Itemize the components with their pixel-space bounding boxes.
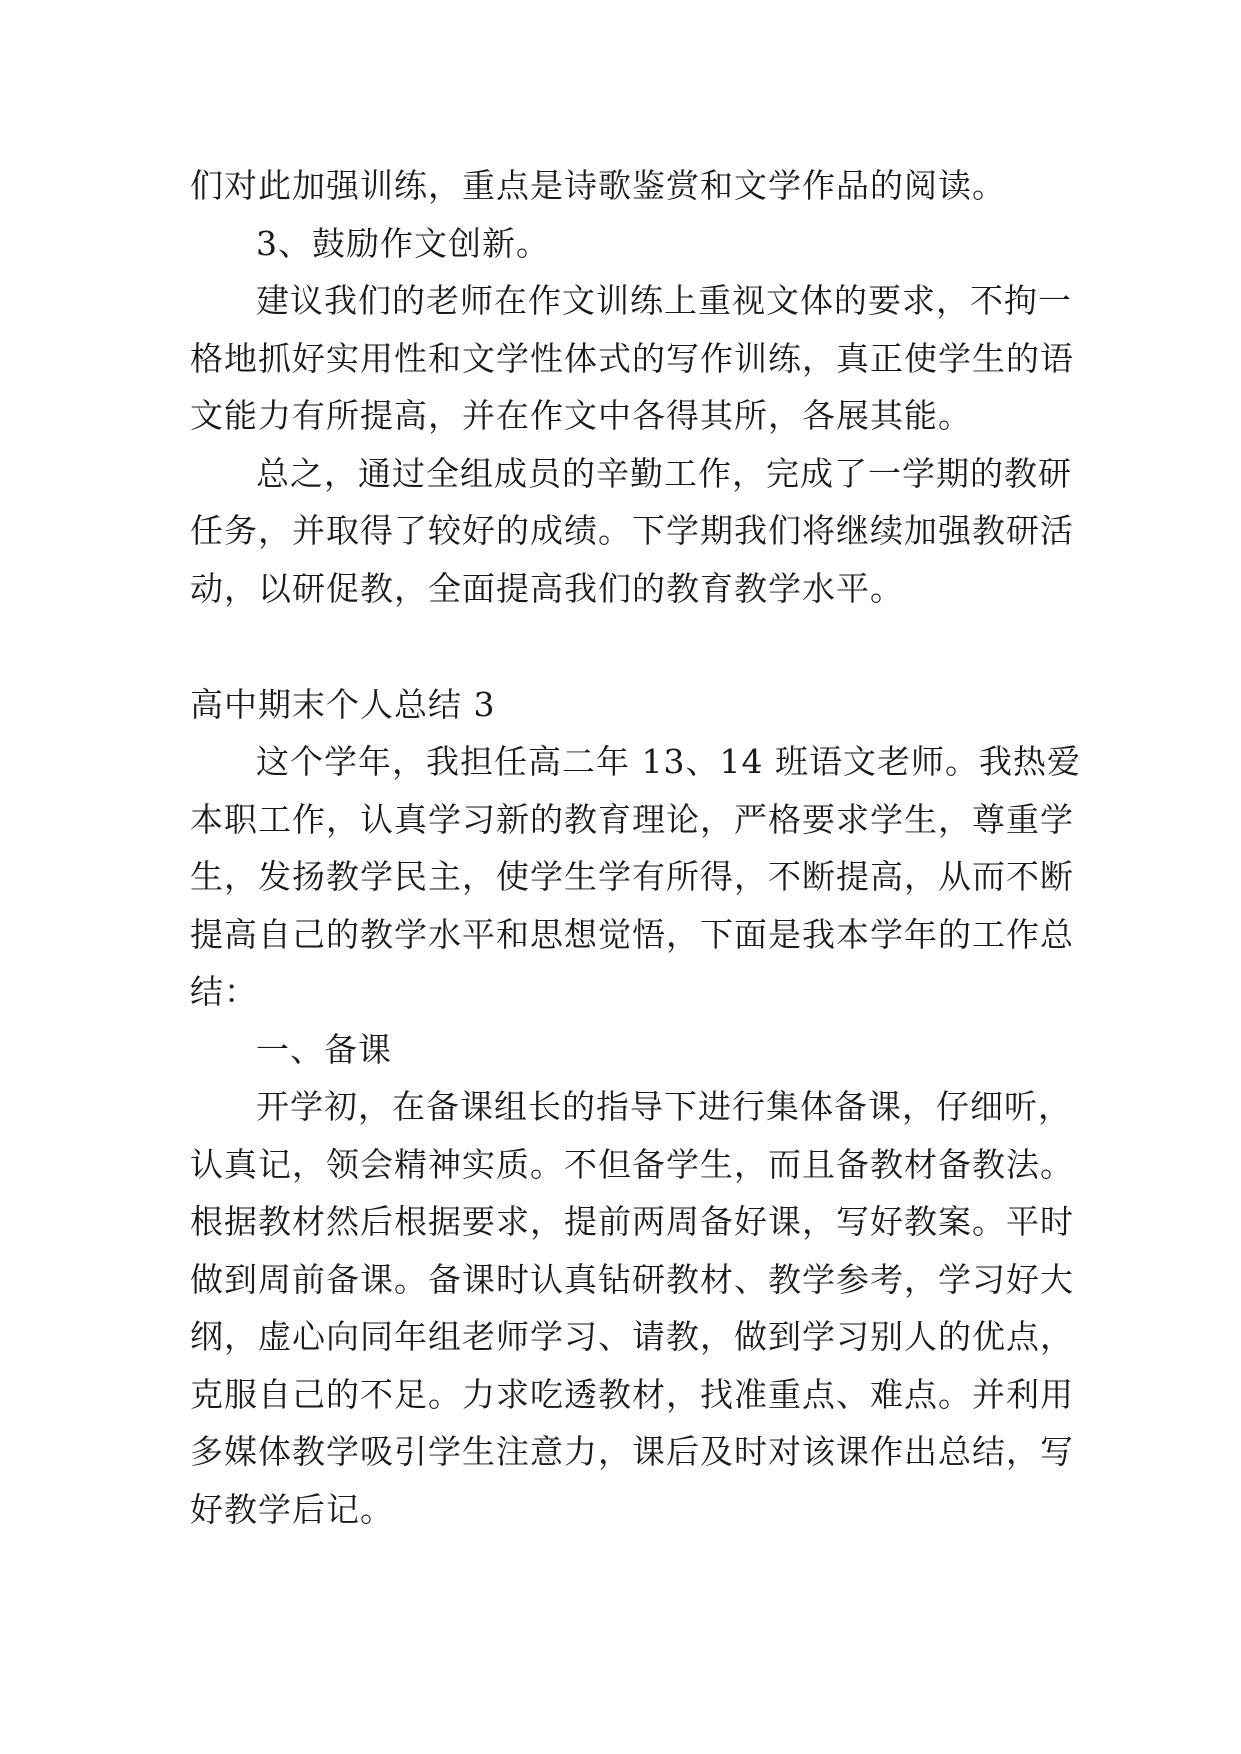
text-line: 们对此加强训练，重点是诗歌鉴赏和文学作品的阅读。 — [190, 166, 1006, 205]
text-line: 结： — [190, 972, 258, 1011]
text-line: 根据教材然后根据要求，提前两周备好课，写好教案。平时 — [190, 1202, 1074, 1241]
text-line: 多媒体教学吸引学生注意力，课后及时对该课作出总结，写 — [190, 1432, 1074, 1471]
text-line: 3、鼓励作文创新。 — [256, 224, 550, 263]
text-line: 格地抓好实用性和文学性体式的写作训练，真正使学生的语 — [190, 339, 1074, 378]
text-line: 本职工作，认真学习新的教育理论，严格要求学生，尊重学 — [190, 800, 1074, 839]
text-line: 总之，通过全组成员的辛勤工作，完成了一学期的教研 — [256, 454, 1072, 493]
text-line: 克服自己的不足。力求吃透教材，找准重点、难点。并利用 — [190, 1375, 1074, 1414]
text-line: 做到周前备课。备课时认真钻研教材、教学参考，学习好大 — [190, 1260, 1074, 1299]
text-line: 好教学后记。 — [190, 1490, 394, 1529]
subheading: 一、备课 — [256, 1030, 392, 1069]
section-heading: 高中期末个人总结 3 — [190, 685, 496, 724]
text-line: 认真记，领会精神实质。不但备学生，而且备教材备教法。 — [190, 1145, 1074, 1184]
text-line: 生，发扬教学民主，使学生学有所得，不断提高，从而不断 — [190, 857, 1074, 896]
text-line: 文能力有所提高，并在作文中各得其所，各展其能。 — [190, 396, 972, 435]
text-line: 动，以研促教，全面提高我们的教育教学水平。 — [190, 569, 904, 608]
text-line: 开学初，在备课组长的指导下进行集体备课，仔细听， — [256, 1087, 1072, 1126]
text-line: 建议我们的老师在作文训练上重视文体的要求，不拘一 — [256, 281, 1072, 320]
text-line: 任务，并取得了较好的成绩。下学期我们将继续加强教研活 — [190, 511, 1074, 550]
text-line: 这个学年，我担任高二年 13、14 班语文老师。我热爱 — [256, 742, 1081, 781]
text-line: 提高自己的教学水平和思想觉悟，下面是我本学年的工作总 — [190, 915, 1074, 954]
text-line: 纲，虚心向同年组老师学习、请教，做到学习别人的优点， — [190, 1317, 1074, 1356]
